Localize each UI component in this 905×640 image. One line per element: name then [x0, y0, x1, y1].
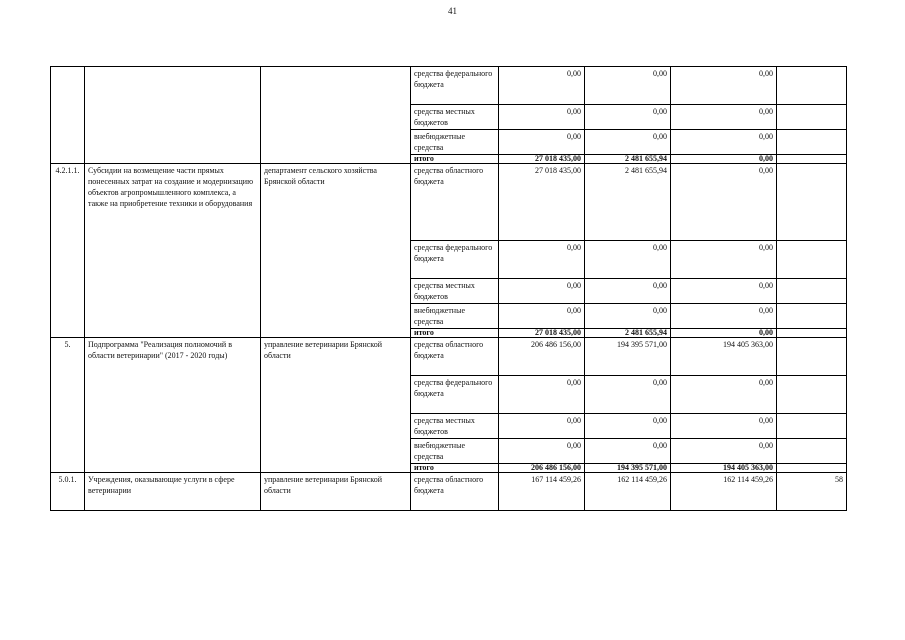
total-row — [51, 155, 847, 164]
source-label: средства местных бюджетов — [411, 279, 499, 304]
value-2018: 0,00 — [499, 105, 585, 130]
value-2018: 0,00 — [499, 304, 585, 329]
indicator-cell — [777, 464, 847, 473]
value-2018: 0,00 — [499, 67, 585, 105]
executor-cell: управление ветеринарии Брянской области — [261, 473, 411, 511]
value-2018: 0,00 — [499, 439, 585, 464]
indicator-cell — [777, 304, 847, 329]
total-row — [51, 464, 847, 473]
value-2019: 0,00 — [585, 439, 671, 464]
value-2020: 0,00 — [671, 164, 777, 241]
measure-name-cell: Учреждения, оказывающие услуги в сфере ветеринарии — [85, 473, 261, 511]
source-label: внебюджетные средства — [411, 439, 499, 464]
value-2020: 0,00 — [671, 241, 777, 279]
indicator-cell: 58 — [777, 473, 847, 511]
source-label: средства местных бюджетов — [411, 105, 499, 130]
source-label: средства федерального бюджета — [411, 241, 499, 279]
indicator-cell — [777, 329, 847, 338]
total-label: итого — [411, 464, 499, 473]
source-label: внебюджетные средства — [411, 304, 499, 329]
value-2019: 0,00 — [585, 241, 671, 279]
value-2018: 0,00 — [499, 414, 585, 439]
indicator-cell — [777, 105, 847, 130]
indicator-cell — [777, 279, 847, 304]
measure-name-cell — [85, 67, 261, 105]
value-2018: 0,00 — [499, 279, 585, 304]
value-2020: 0,00 — [671, 376, 777, 414]
total-2019: 2 481 655,94 — [585, 329, 671, 338]
executor-cell — [261, 67, 411, 105]
measure-name-cell: Подпрограмма "Реализация полномочий в области ветеринарии" (2017 - 2020 годы) — [85, 338, 261, 376]
indicator-cell — [777, 414, 847, 439]
value-2019: 162 114 459,26 — [585, 473, 671, 511]
source-label: средства областного бюджета — [411, 473, 499, 511]
indicator-cell — [777, 439, 847, 464]
total-2020: 194 405 363,00 — [671, 464, 777, 473]
value-2020: 194 405 363,00 — [671, 338, 777, 376]
row-number-cell: 5.0.1. — [51, 473, 85, 511]
value-2020: 0,00 — [671, 304, 777, 329]
total-2018: 27 018 435,00 — [499, 155, 585, 164]
row-number-cell: 4.2.1.1. — [51, 164, 85, 241]
table-row — [51, 473, 847, 511]
value-2019: 0,00 — [585, 414, 671, 439]
indicator-cell — [777, 241, 847, 279]
source-label: средства федерального бюджета — [411, 67, 499, 105]
total-label: итого — [411, 155, 499, 164]
table-row — [51, 164, 847, 241]
value-2018: 0,00 — [499, 376, 585, 414]
value-2019: 0,00 — [585, 279, 671, 304]
table-row — [51, 439, 847, 464]
table-row — [51, 279, 847, 304]
total-row — [51, 329, 847, 338]
value-2020: 0,00 — [671, 279, 777, 304]
value-2018: 0,00 — [499, 130, 585, 155]
budget-table — [50, 66, 847, 511]
value-2020: 0,00 — [671, 67, 777, 105]
source-label: средства местных бюджетов — [411, 414, 499, 439]
measure-name-cell: Субсидии на возмещение части прямых понесенных затрат на создание и модернизацию объектов агропромышленного комплекса, а также на приобретение техники и оборудования — [85, 164, 261, 241]
value-2018: 167 114 459,26 — [499, 473, 585, 511]
value-2018: 27 018 435,00 — [499, 164, 585, 241]
source-label: средства федерального бюджета — [411, 376, 499, 414]
value-2019: 0,00 — [585, 130, 671, 155]
executor-cell: управление ветеринарии Брянской области — [261, 338, 411, 376]
table-row — [51, 105, 847, 130]
value-2020: 0,00 — [671, 105, 777, 130]
table-row — [51, 130, 847, 155]
total-2020: 0,00 — [671, 155, 777, 164]
value-2019: 194 395 571,00 — [585, 338, 671, 376]
indicator-cell — [777, 376, 847, 414]
indicator-cell — [777, 67, 847, 105]
value-2020: 0,00 — [671, 414, 777, 439]
value-2019: 0,00 — [585, 67, 671, 105]
value-2018: 0,00 — [499, 241, 585, 279]
value-2018: 206 486 156,00 — [499, 338, 585, 376]
value-2019: 2 481 655,94 — [585, 164, 671, 241]
indicator-cell — [777, 155, 847, 164]
indicator-cell — [777, 338, 847, 376]
table-row — [51, 241, 847, 279]
total-2018: 206 486 156,00 — [499, 464, 585, 473]
total-2020: 0,00 — [671, 329, 777, 338]
page-number: 41 — [448, 6, 457, 16]
indicator-cell — [777, 130, 847, 155]
total-label: итого — [411, 329, 499, 338]
table-row — [51, 338, 847, 376]
total-2018: 27 018 435,00 — [499, 329, 585, 338]
value-2019: 0,00 — [585, 105, 671, 130]
value-2019: 0,00 — [585, 304, 671, 329]
value-2020: 0,00 — [671, 130, 777, 155]
table-row — [51, 304, 847, 329]
total-2019: 194 395 571,00 — [585, 464, 671, 473]
value-2020: 162 114 459,26 — [671, 473, 777, 511]
executor-cell: департамент сельского хозяйства Брянской области — [261, 164, 411, 241]
value-2020: 0,00 — [671, 439, 777, 464]
table-row — [51, 67, 847, 105]
value-2019: 0,00 — [585, 376, 671, 414]
source-label: внебюджетные средства — [411, 130, 499, 155]
table-row — [51, 414, 847, 439]
total-2019: 2 481 655,94 — [585, 155, 671, 164]
row-number-cell: 5. — [51, 338, 85, 376]
indicator-cell — [777, 164, 847, 241]
source-label: средства областного бюджета — [411, 164, 499, 241]
source-label: средства областного бюджета — [411, 338, 499, 376]
table-row — [51, 376, 847, 414]
row-number-cell — [51, 67, 85, 105]
